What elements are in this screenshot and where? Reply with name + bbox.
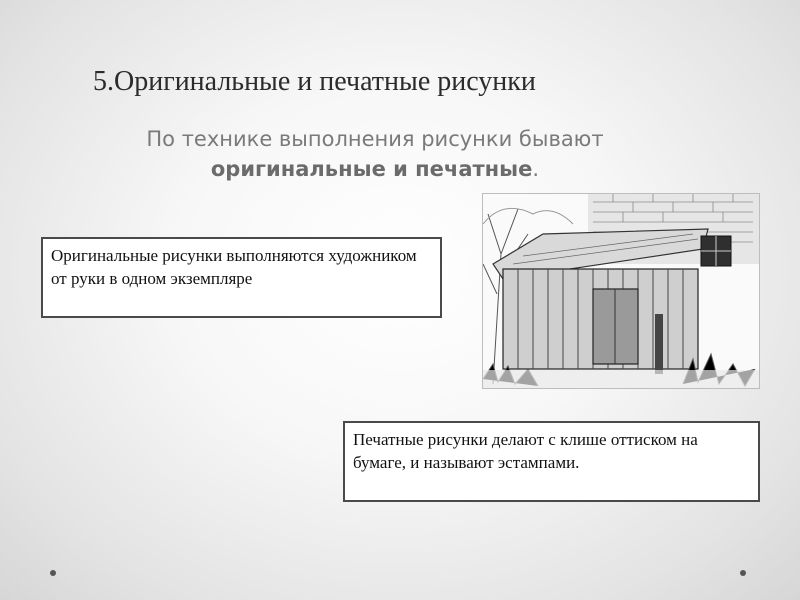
shed-sketch-image xyxy=(482,193,760,389)
slide-subtitle xyxy=(60,124,690,184)
subtitle-period: . xyxy=(532,157,540,181)
original-drawings-box: Оригинальные рисунки выполняются художником от руки в одном экземпляре xyxy=(41,237,442,318)
decorative-dot-right xyxy=(740,570,746,576)
subtitle-text: По технике выполнения рисунки бывают xyxy=(146,127,604,151)
printed-drawings-box: Печатные рисунки делают с клише оттиском на бумаге, и называют эстампами. xyxy=(343,421,760,502)
decorative-dot-left xyxy=(50,570,56,576)
subtitle-emphasis: оригинальные и печатные xyxy=(210,157,533,181)
slide-title: 5.Оригинальные и печатные рисунки xyxy=(93,66,536,97)
